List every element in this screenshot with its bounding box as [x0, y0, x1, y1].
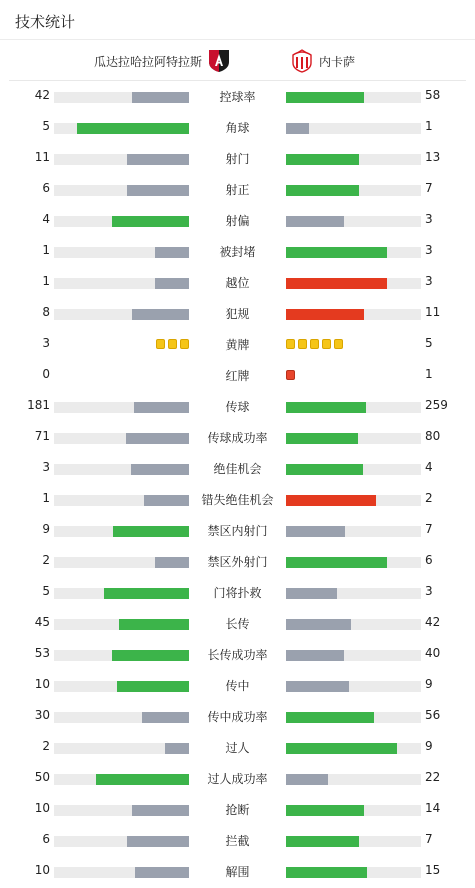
home-stat-bar-fill — [113, 526, 189, 537]
away-stat-bar-fill — [286, 743, 397, 754]
away-stat-bar-fill — [286, 867, 367, 878]
home-stat-bar — [54, 650, 189, 661]
stat-label: 控球率 — [219, 90, 256, 104]
home-stat-bar-fill — [134, 402, 189, 413]
stat-row — [0, 422, 475, 453]
stat-row — [0, 825, 475, 856]
home-stat-bar-fill — [165, 743, 189, 754]
stat-label: 拦截 — [225, 834, 250, 848]
home-stat-bar — [54, 588, 189, 599]
home-stat-bar — [54, 216, 189, 227]
home-stat-value: 1 — [42, 243, 50, 257]
away-stat-bar-fill — [286, 433, 358, 444]
away-stat-bar — [286, 774, 421, 785]
stat-row — [0, 143, 475, 174]
home-stat-bar-fill — [96, 774, 189, 785]
stat-row — [0, 205, 475, 236]
home-stat-bar — [54, 681, 189, 692]
home-stat-bar-fill — [155, 557, 189, 568]
away-stat-bar — [286, 743, 421, 754]
home-stat-value: 1 — [42, 274, 50, 288]
home-stat-bar — [54, 867, 189, 878]
home-stat-bar-fill — [135, 867, 189, 878]
stat-label: 过人成功率 — [207, 772, 268, 786]
stat-label: 射门 — [225, 152, 250, 166]
stat-row — [0, 391, 475, 422]
away-stat-bar-fill — [286, 805, 364, 816]
yellow-card-icon — [156, 339, 165, 349]
home-stat-value: 2 — [42, 553, 50, 567]
away-stat-bar — [286, 867, 421, 878]
away-stat-bar — [286, 185, 421, 196]
home-stat-bar — [54, 619, 189, 630]
home-stat-bar — [54, 557, 189, 568]
away-stat-value: 4 — [425, 460, 433, 474]
home-stat-bar — [54, 154, 189, 165]
stat-label: 绝佳机会 — [213, 462, 262, 476]
away-stat-bar — [286, 92, 421, 103]
stat-row — [0, 856, 475, 887]
away-stat-value: 7 — [425, 181, 433, 195]
away-team[interactable] — [291, 49, 355, 73]
away-stat-bar-fill — [286, 526, 345, 537]
stat-row — [0, 453, 475, 484]
stat-row — [0, 267, 475, 298]
home-stat-bar-fill — [144, 495, 189, 506]
stat-label: 越位 — [225, 276, 250, 290]
stat-label: 传球成功率 — [207, 431, 268, 445]
away-stat-value: 40 — [425, 646, 441, 660]
teams-bar — [9, 40, 466, 81]
away-team-name: 内卡萨 — [319, 54, 356, 69]
stat-row — [0, 515, 475, 546]
home-stat-bar — [54, 92, 189, 103]
away-stat-bar-fill — [286, 619, 351, 630]
home-stat-bar — [54, 805, 189, 816]
home-stat-bar-fill — [112, 216, 189, 227]
home-stat-bar — [54, 278, 189, 289]
home-stat-value: 4 — [42, 212, 50, 226]
stat-label: 传中成功率 — [207, 710, 268, 724]
away-stat-bar — [286, 712, 421, 723]
home-stat-bar — [54, 774, 189, 785]
stat-row — [0, 81, 475, 112]
home-stat-value: 10 — [34, 677, 50, 691]
stat-label: 传中 — [225, 679, 250, 693]
home-stat-value: 10 — [34, 863, 50, 877]
away-stat-bar-fill — [286, 681, 349, 692]
away-stat-bar-fill — [286, 185, 359, 196]
away-cards — [286, 370, 295, 380]
red-card-icon — [286, 370, 295, 380]
stat-label: 射偏 — [225, 214, 250, 228]
home-stat-bar — [54, 433, 189, 444]
stat-label: 角球 — [225, 121, 250, 135]
stat-row — [0, 608, 475, 639]
stat-row — [0, 732, 475, 763]
yellow-card-icon — [286, 339, 295, 349]
home-stat-bar — [54, 526, 189, 537]
away-stat-bar — [286, 123, 421, 134]
home-stat-bar-fill — [119, 619, 189, 630]
home-stat-value: 0 — [42, 367, 50, 381]
stat-row — [0, 484, 475, 515]
stat-row — [0, 174, 475, 205]
away-stat-bar-fill — [286, 712, 374, 723]
stat-row — [0, 577, 475, 608]
yellow-card-icon — [168, 339, 177, 349]
home-stat-bar-fill — [127, 185, 189, 196]
home-stat-bar — [54, 185, 189, 196]
away-stat-bar — [286, 526, 421, 537]
home-stat-value: 11 — [34, 150, 50, 164]
stat-label: 长传 — [225, 617, 250, 631]
stat-label: 射正 — [225, 183, 250, 197]
away-stat-bar-fill — [286, 495, 376, 506]
home-stat-bar — [54, 309, 189, 320]
away-stat-bar — [286, 309, 421, 320]
away-stat-bar — [286, 247, 421, 258]
stat-label: 犯规 — [225, 307, 250, 321]
home-stat-bar — [54, 402, 189, 413]
home-stat-bar — [54, 743, 189, 754]
away-stat-value: 13 — [425, 150, 441, 164]
away-stat-value: 80 — [425, 429, 441, 443]
necaxa-crest-icon — [291, 49, 313, 73]
away-stat-value: 7 — [425, 522, 433, 536]
away-stat-bar — [286, 557, 421, 568]
yellow-card-icon — [298, 339, 307, 349]
home-team[interactable] — [94, 49, 230, 73]
stat-row — [0, 112, 475, 143]
stat-row — [0, 329, 475, 360]
stat-label: 解围 — [225, 865, 250, 879]
away-stat-bar — [286, 216, 421, 227]
away-stat-bar — [286, 619, 421, 630]
stat-row — [0, 236, 475, 267]
stat-label: 禁区内射门 — [207, 524, 268, 538]
home-stat-value: 181 — [27, 398, 50, 412]
away-stat-bar-fill — [286, 557, 387, 568]
home-stat-value: 8 — [42, 305, 50, 319]
home-stat-value: 1 — [42, 491, 50, 505]
home-stat-value: 30 — [34, 708, 50, 722]
stat-label: 禁区外射门 — [207, 555, 268, 569]
home-stat-bar-fill — [132, 92, 189, 103]
stat-row — [0, 794, 475, 825]
away-stat-value: 14 — [425, 801, 441, 815]
away-stat-bar — [286, 588, 421, 599]
away-stat-value: 5 — [425, 336, 433, 350]
away-stat-value: 1 — [425, 367, 433, 381]
away-stat-value: 56 — [425, 708, 441, 722]
home-stat-bar-fill — [112, 650, 189, 661]
home-stat-bar — [54, 247, 189, 258]
home-stat-value: 50 — [34, 770, 50, 784]
home-cards — [156, 339, 189, 349]
away-stat-bar-fill — [286, 278, 387, 289]
stat-row — [0, 546, 475, 577]
home-stat-value: 10 — [34, 801, 50, 815]
away-stat-value: 1 — [425, 119, 433, 133]
stat-row — [0, 763, 475, 794]
home-stat-value: 2 — [42, 739, 50, 753]
away-stat-bar-fill — [286, 216, 344, 227]
home-stat-bar-fill — [127, 154, 189, 165]
home-stat-bar — [54, 123, 189, 134]
away-stat-bar — [286, 433, 421, 444]
yellow-card-icon — [334, 339, 343, 349]
stat-row — [0, 670, 475, 701]
home-stat-bar — [54, 495, 189, 506]
stat-row — [0, 298, 475, 329]
away-stat-value: 3 — [425, 212, 433, 226]
away-stat-bar-fill — [286, 123, 309, 134]
away-stat-value: 22 — [425, 770, 441, 784]
home-stat-bar-fill — [104, 588, 189, 599]
away-stat-value: 3 — [425, 274, 433, 288]
yellow-card-icon — [180, 339, 189, 349]
away-stat-value: 11 — [425, 305, 441, 319]
away-stat-bar — [286, 154, 421, 165]
away-stat-bar — [286, 836, 421, 847]
home-stat-bar-fill — [142, 712, 189, 723]
away-stat-bar — [286, 464, 421, 475]
yellow-card-icon — [322, 339, 331, 349]
away-cards — [286, 339, 343, 349]
home-stat-value: 5 — [42, 584, 50, 598]
away-stat-bar-fill — [286, 402, 366, 413]
home-stat-value: 6 — [42, 832, 50, 846]
away-stat-bar — [286, 278, 421, 289]
home-stat-bar-fill — [132, 309, 189, 320]
away-stat-bar-fill — [286, 836, 359, 847]
stat-label: 错失绝佳机会 — [201, 493, 274, 507]
home-stat-bar — [54, 464, 189, 475]
away-stat-bar — [286, 650, 421, 661]
away-stat-bar-fill — [286, 650, 344, 661]
home-stat-bar-fill — [127, 836, 189, 847]
home-stat-value: 3 — [42, 460, 50, 474]
home-stat-value: 53 — [34, 646, 50, 660]
home-stat-value: 45 — [34, 615, 50, 629]
yellow-card-icon — [310, 339, 319, 349]
stat-row — [0, 639, 475, 670]
home-stat-bar-fill — [132, 805, 189, 816]
stats-header — [0, 0, 475, 40]
home-stat-value: 71 — [34, 429, 50, 443]
home-stat-bar-fill — [117, 681, 189, 692]
home-stat-bar-fill — [155, 278, 189, 289]
page-title: 技术统计 — [15, 13, 76, 31]
stat-label: 抢断 — [225, 803, 250, 817]
away-stat-value: 9 — [425, 677, 433, 691]
away-stat-bar — [286, 681, 421, 692]
away-stat-value: 42 — [425, 615, 441, 629]
stat-label: 红牌 — [225, 369, 250, 383]
away-stat-bar-fill — [286, 92, 364, 103]
home-stat-bar — [54, 836, 189, 847]
home-stat-value: 9 — [42, 522, 50, 536]
atlas-crest-icon — [208, 49, 230, 73]
home-team-name: 瓜达拉哈拉阿特拉斯 — [93, 54, 202, 69]
home-stat-bar-fill — [77, 123, 189, 134]
away-stat-value: 2 — [425, 491, 433, 505]
away-stat-bar-fill — [286, 247, 387, 258]
home-stat-value: 3 — [42, 336, 50, 350]
stat-label: 黄牌 — [225, 338, 250, 352]
away-stat-value: 259 — [425, 398, 448, 412]
away-stat-bar-fill — [286, 588, 337, 599]
home-stat-bar-fill — [155, 247, 189, 258]
stat-label: 门将扑救 — [213, 586, 262, 600]
home-stat-value: 6 — [42, 181, 50, 195]
home-stat-bar-fill — [131, 464, 189, 475]
home-stat-value: 5 — [42, 119, 50, 133]
stat-label: 被封堵 — [219, 245, 256, 259]
away-stat-bar-fill — [286, 309, 364, 320]
stat-label: 过人 — [225, 741, 250, 755]
home-stat-value: 42 — [34, 88, 50, 102]
home-stat-bar — [54, 712, 189, 723]
away-stat-value: 9 — [425, 739, 433, 753]
away-stat-value: 7 — [425, 832, 433, 846]
away-stat-bar — [286, 402, 421, 413]
stat-row — [0, 701, 475, 732]
away-stat-bar-fill — [286, 774, 328, 785]
home-stat-bar-fill — [126, 433, 189, 444]
away-stat-value: 58 — [425, 88, 441, 102]
away-stat-bar-fill — [286, 154, 359, 165]
stat-label: 长传成功率 — [207, 648, 268, 662]
away-stat-bar — [286, 495, 421, 506]
stat-row — [0, 360, 475, 391]
away-stat-bar — [286, 805, 421, 816]
away-stat-value: 3 — [425, 584, 433, 598]
away-stat-bar-fill — [286, 464, 363, 475]
away-stat-value: 3 — [425, 243, 433, 257]
away-stat-value: 6 — [425, 553, 433, 567]
away-stat-value: 15 — [425, 863, 441, 877]
stat-label: 传球 — [225, 400, 250, 414]
